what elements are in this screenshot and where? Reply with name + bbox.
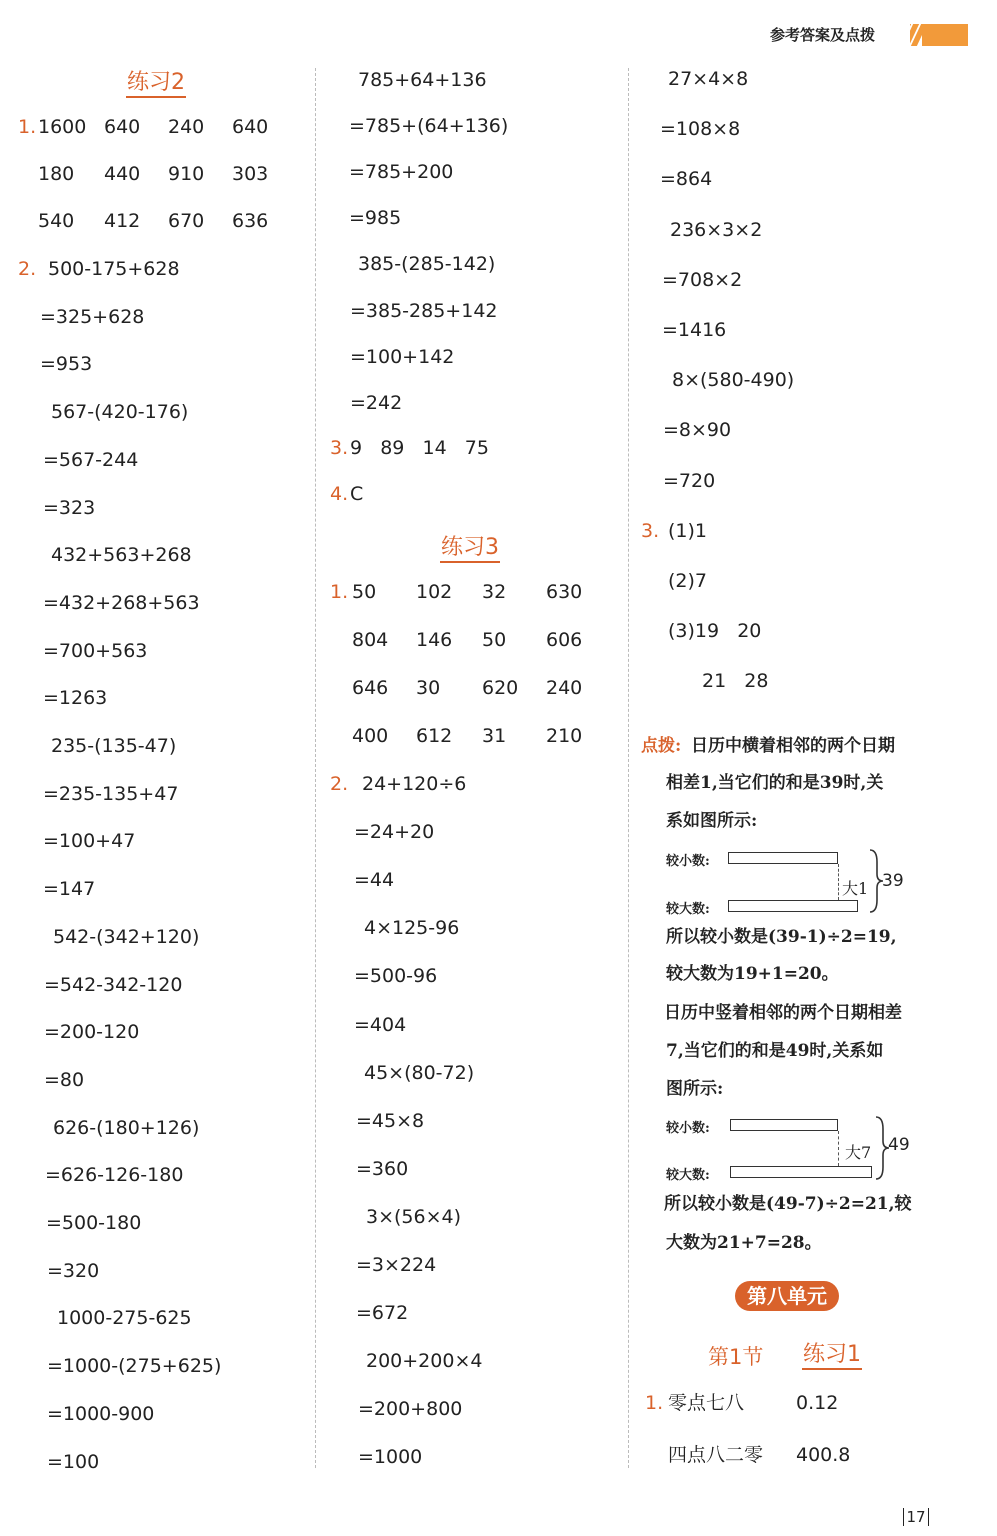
calc-line: =44 [354, 869, 395, 892]
calc-line: =404 [354, 1013, 407, 1036]
diagram-label: 较大数: [666, 902, 710, 917]
smaller-bar [730, 1119, 838, 1131]
dashed-guide [838, 864, 839, 900]
tip-text: 相差1,当它们的和是39时,关 [666, 773, 884, 793]
calc-line: 235-(135-47) [51, 735, 177, 757]
diagram-label: 较大数: [666, 1168, 710, 1183]
grid-cell: 670 [168, 210, 205, 232]
larger-bar [728, 900, 858, 912]
calc-line: =985 [349, 207, 402, 230]
calc-line: =200-120 [44, 1021, 140, 1044]
grid-cell: 640 [232, 116, 269, 138]
calc-line: =100+47 [43, 830, 136, 853]
calc-line: =1000 [358, 1446, 423, 1469]
calc-line: 236×3×2 [670, 218, 763, 241]
calc-line: =500-180 [46, 1212, 142, 1234]
answer-text: (3)19 20 [668, 620, 762, 642]
calc-line: =567-244 [43, 448, 139, 471]
tip-text: 日历中竖着相邻的两个日期相差 [664, 1003, 902, 1023]
question-number: 3. [641, 520, 660, 542]
question-number: 2. [18, 258, 37, 280]
calc-line: 385-(285-142) [358, 253, 496, 276]
header-title: 参考答案及点拨 [752, 22, 910, 48]
difference-label: 大1 [842, 879, 869, 898]
grid-cell: 180 [38, 163, 75, 185]
unit-badge-wrap [632, 1281, 942, 1311]
grid-cell: 620 [482, 677, 519, 699]
calc-line: 3×(56×4) [366, 1205, 462, 1228]
calc-line: =720 [663, 469, 716, 492]
grid-cell: 31 [482, 725, 507, 747]
calc-line: =385-285+142 [350, 299, 498, 322]
grid-cell: 606 [546, 629, 583, 651]
grid-cell: 303 [232, 163, 269, 185]
calc-line: =320 [47, 1259, 100, 1282]
answer-text: (2)7 [668, 570, 708, 592]
question-number: 2. [330, 773, 349, 795]
tip-text: 所以较小数是(49-7)÷2=21,较 [664, 1194, 912, 1214]
calc-line: =1416 [662, 319, 727, 341]
calc-line: =8×90 [663, 419, 732, 442]
calc-line: =785+200 [349, 161, 454, 184]
calc-line: =1000-900 [47, 1402, 155, 1425]
calc-line: =80 [44, 1068, 85, 1091]
calc-line: 626-(180+126) [53, 1116, 200, 1139]
calc-line: 8×(580-490) [672, 369, 795, 392]
larger-bar [730, 1166, 872, 1178]
calc-line: 200+200×4 [366, 1350, 483, 1373]
grid-cell: 400 [352, 725, 389, 747]
grid-cell: 640 [104, 116, 141, 138]
section-title: 练习3 [440, 535, 500, 563]
grid-cell: 32 [482, 581, 507, 603]
tip-text: 日历中横着相邻的两个日期 [691, 736, 895, 756]
calc-line: 1000-275-625 [57, 1307, 192, 1330]
grid-cell: 零点七八 [668, 1392, 745, 1414]
calc-line: =864 [660, 168, 713, 191]
calc-line: 432+563+268 [51, 544, 192, 567]
grid-cell: 636 [232, 210, 269, 232]
grid-cell: 612 [416, 725, 453, 747]
column-divider [628, 68, 629, 1468]
calc-line: =432+268+563 [43, 591, 200, 614]
calc-line: =100+142 [350, 345, 455, 368]
grid-cell: 630 [546, 581, 583, 603]
calc-line: =108×8 [660, 118, 741, 141]
calc-line: =147 [43, 878, 96, 901]
tip-text: 大数为21+7=28。 [666, 1233, 822, 1253]
tip-text: 图所示: [666, 1079, 724, 1099]
grid-cell: 210 [546, 725, 583, 747]
column-divider [315, 68, 316, 1468]
calc-line: =708×2 [662, 268, 743, 291]
calc-line: =672 [356, 1302, 409, 1325]
calc-line: 4×125-96 [364, 917, 460, 940]
calc-line: =1000-(275+625) [47, 1355, 222, 1378]
grid-cell: 50 [482, 629, 507, 651]
sum-label: 49 [888, 1135, 910, 1155]
calc-line: 24+120÷6 [362, 773, 467, 795]
grid-cell: 910 [168, 163, 205, 185]
dashed-guide [838, 1131, 839, 1166]
header-bar [922, 24, 968, 46]
grid-cell: 1600 [38, 116, 87, 138]
question-number: 4. [330, 483, 349, 505]
grid-cell: 0.12 [796, 1392, 839, 1414]
section-title: 练习2 [126, 70, 186, 98]
calc-line: 542-(342+120) [53, 925, 200, 948]
section-label: 第1节 [708, 1345, 764, 1369]
calc-line: =542-342-120 [44, 973, 183, 996]
answer-text: 21 28 [702, 670, 769, 692]
calc-line: =360 [356, 1157, 409, 1180]
calc-line: =1263 [43, 687, 108, 710]
header-tab [752, 22, 968, 48]
question-number: 1. [18, 116, 37, 138]
grid-cell: 400.8 [796, 1444, 851, 1466]
grid-cell: 440 [104, 163, 141, 185]
calc-line: =500-96 [354, 965, 438, 988]
tip-text: 7,当它们的和是49时,关系如 [666, 1041, 884, 1061]
calc-line: 785+64+136 [358, 69, 487, 91]
calc-line: 27×4×8 [668, 68, 749, 90]
calc-line: =235-135+47 [43, 782, 179, 805]
calc-line: =953 [40, 353, 93, 376]
tip-text: 较大数为19+1=20。 [666, 964, 839, 984]
calc-line: =700+563 [43, 639, 148, 662]
grid-cell: 30 [416, 677, 441, 699]
question-number: 1. [330, 581, 349, 603]
grid-cell: 240 [168, 116, 205, 138]
calc-line: =325+628 [40, 305, 145, 328]
section-title: 练习1 [802, 1342, 862, 1370]
grid-cell: 412 [104, 210, 141, 232]
page-number: 17 [903, 1508, 929, 1526]
question-number: 3. [330, 437, 349, 459]
unit-badge: 第八单元 [735, 1281, 839, 1311]
question-number: 1. [645, 1392, 664, 1414]
tip-label: 点拨: [641, 736, 682, 756]
calc-line: 45×(80-72) [364, 1061, 475, 1084]
calc-line: =323 [43, 496, 96, 519]
calc-line: =3×224 [356, 1254, 437, 1276]
tip-text: 系如图所示: [666, 811, 758, 831]
calc-line: =100 [47, 1450, 100, 1473]
answer-text: (1)1 [668, 520, 708, 542]
smaller-bar [728, 852, 838, 864]
calc-line: 567-(420-176) [51, 401, 189, 424]
calc-line: =24+20 [354, 821, 435, 844]
calc-line: =200+800 [358, 1398, 463, 1421]
grid-cell: 540 [38, 210, 75, 232]
tip-text: 所以较小数是(39-1)÷2=19, [666, 927, 897, 947]
grid-cell: 146 [416, 629, 453, 651]
grid-cell: 240 [546, 677, 583, 699]
grid-cell: 四点八二零 [668, 1444, 764, 1466]
grid-cell: 646 [352, 677, 389, 699]
answer-text: C [350, 483, 364, 505]
calc-line: =242 [350, 391, 403, 414]
answer-text: 9 89 14 75 [350, 437, 489, 459]
sum-label: 39 [882, 871, 904, 891]
difference-label: 大7 [845, 1143, 872, 1162]
grid-cell: 102 [416, 581, 453, 603]
grid-cell: 50 [352, 581, 377, 603]
calc-line: 500-175+628 [48, 258, 180, 280]
calc-line: =626-126-180 [45, 1164, 184, 1187]
diagram-label: 较小数: [666, 854, 710, 869]
calc-line: =45×8 [356, 1109, 425, 1132]
diagram-label: 较小数: [666, 1121, 710, 1136]
calc-line: =785+(64+136) [349, 115, 509, 138]
grid-cell: 804 [352, 629, 389, 651]
